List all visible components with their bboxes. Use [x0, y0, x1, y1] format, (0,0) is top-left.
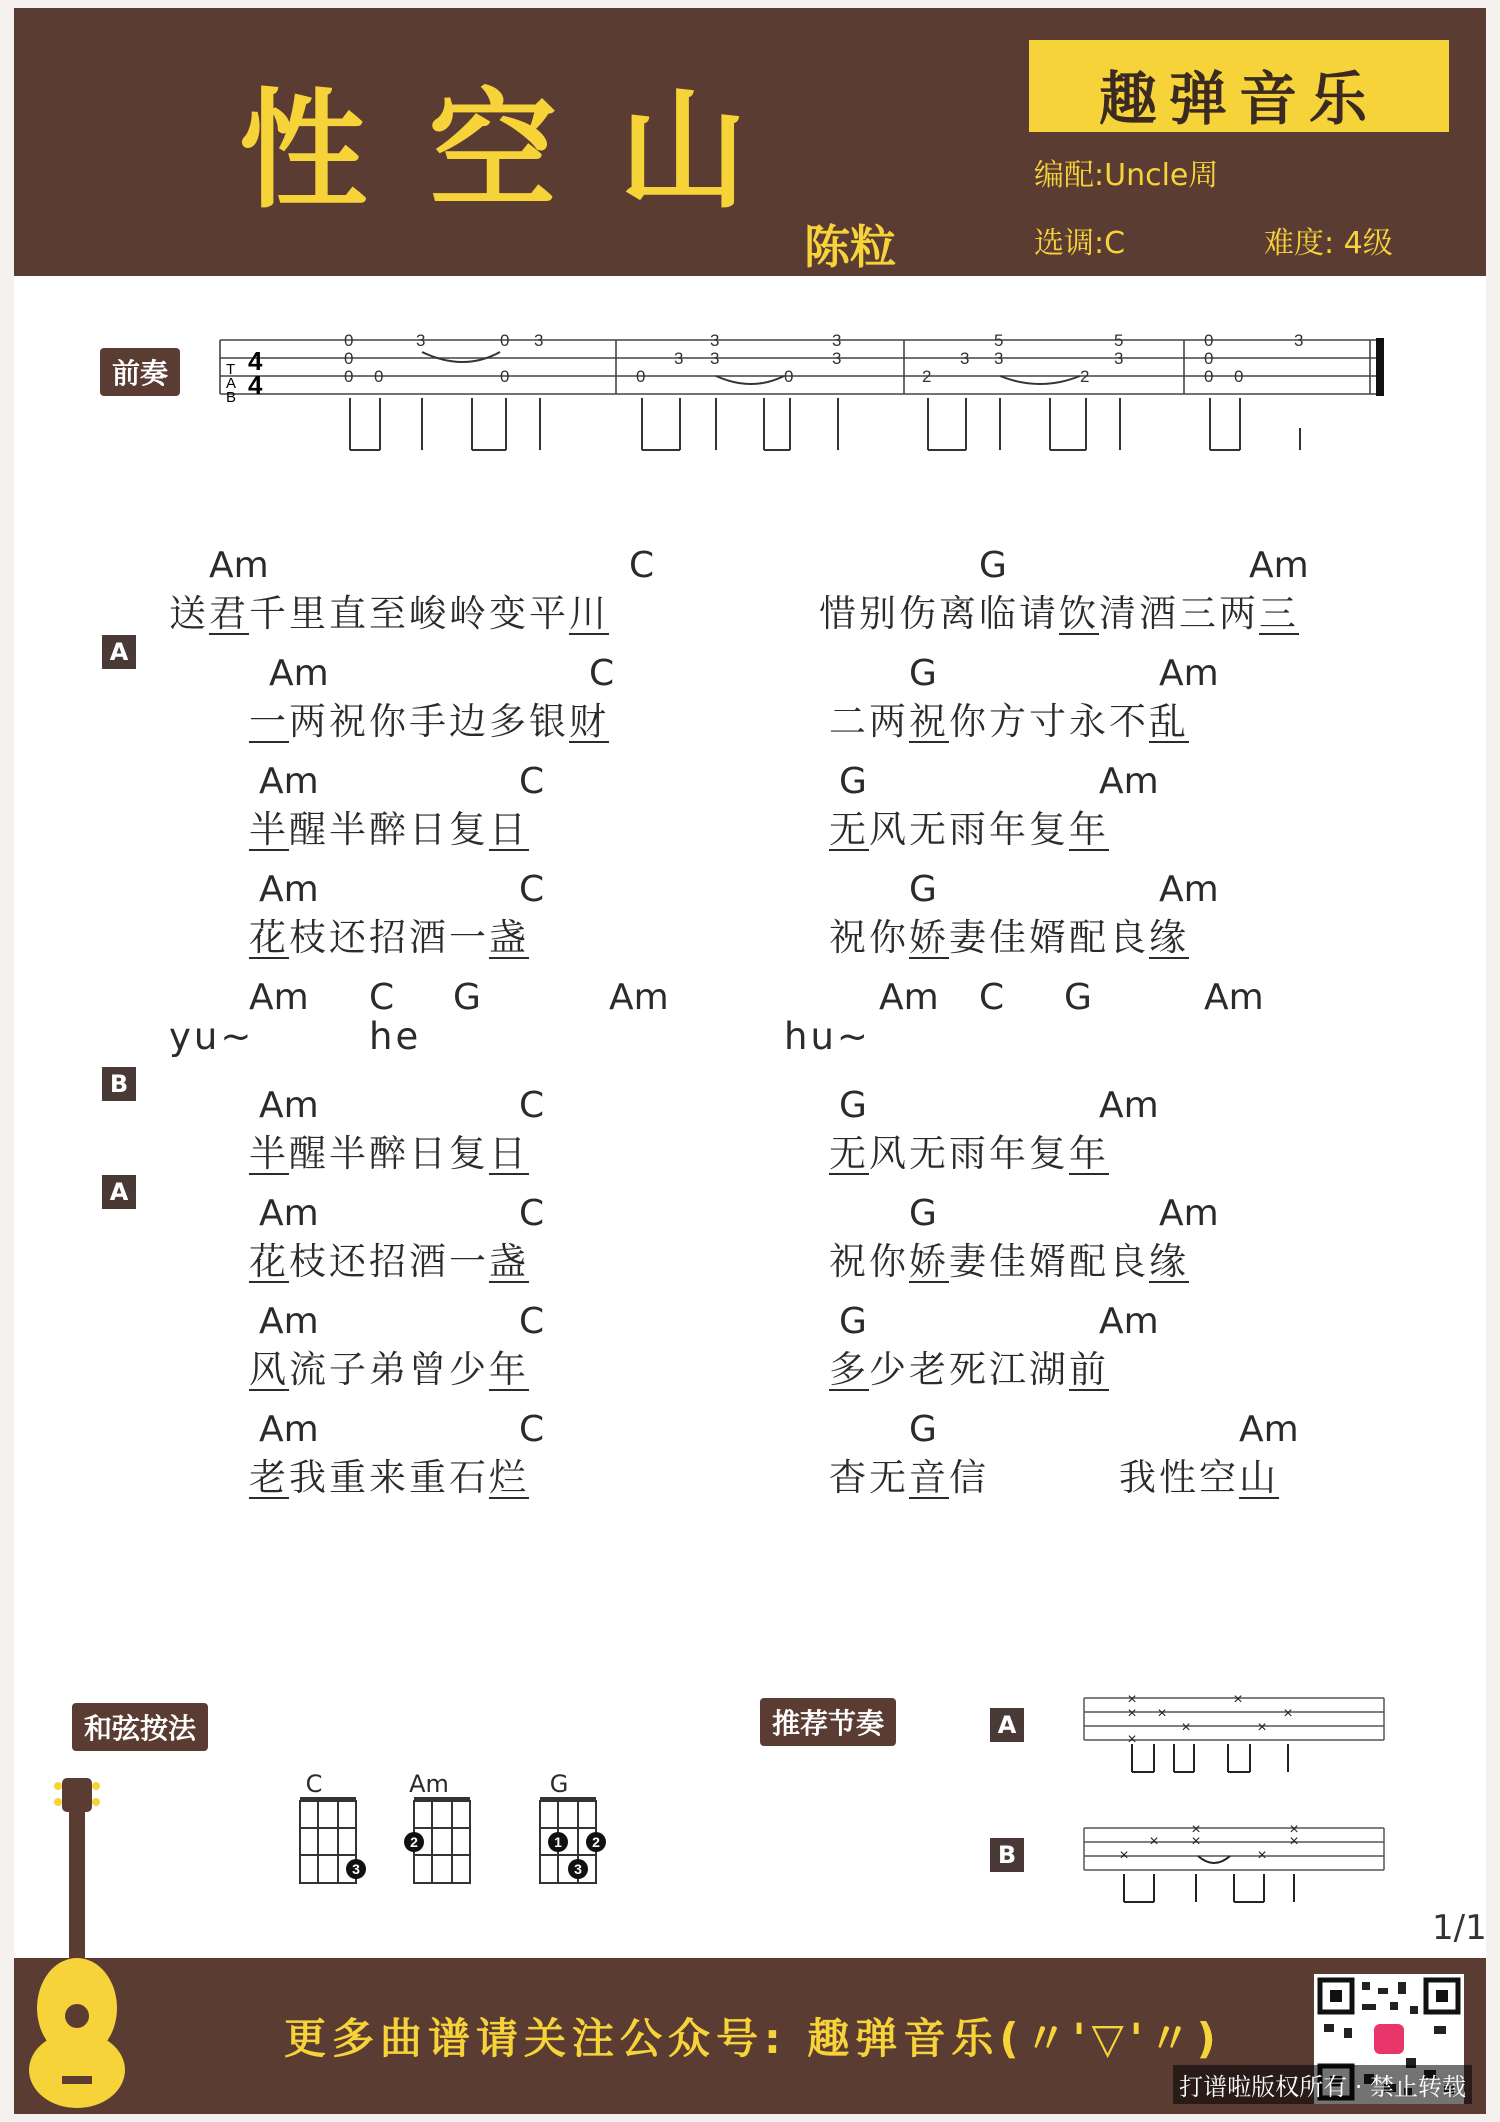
chord-label: C: [589, 653, 615, 694]
lyric-text: 风流子弟曾少年: [249, 1348, 529, 1391]
svg-text:0: 0: [500, 331, 510, 350]
section-mark: B: [102, 1067, 136, 1101]
svg-text:0: 0: [1204, 349, 1214, 368]
chord-label: Am: [879, 977, 939, 1018]
svg-text:×: ×: [1257, 1719, 1267, 1736]
svg-text:0: 0: [784, 367, 794, 386]
chord-label: Am: [1099, 1085, 1159, 1126]
chord-label: Am: [1249, 545, 1309, 586]
svg-text:5: 5: [1114, 331, 1124, 350]
time-sig-top: 4: [248, 346, 263, 376]
lyric-text: 惜别伤离临请饮清酒三两三: [819, 592, 1299, 635]
lyric-text: 祝你娇妻佳婿配良缘: [829, 1240, 1189, 1283]
lyric-text: 二两祝你方寸永不乱: [829, 700, 1189, 743]
chord-label: C: [519, 1085, 545, 1126]
brand-badge: [1029, 40, 1449, 132]
svg-text:3: 3: [710, 331, 720, 350]
chord-label: Am: [1204, 977, 1264, 1018]
svg-text:3: 3: [710, 349, 720, 368]
lyric-text: yu~: [169, 1015, 255, 1058]
svg-text:×: ×: [1119, 1847, 1129, 1864]
svg-text:×: ×: [1191, 1821, 1201, 1838]
svg-text:0: 0: [1204, 367, 1214, 386]
chord-label: G: [839, 1085, 867, 1126]
chord-label: Am: [209, 545, 269, 586]
svg-text:0: 0: [374, 367, 384, 386]
chord-name-c: C: [305, 1770, 323, 1798]
chord-section-tag: 和弦按法: [72, 1703, 208, 1751]
chord-label: Am: [269, 653, 329, 694]
svg-text:3: 3: [832, 331, 842, 350]
svg-text:3: 3: [534, 331, 544, 350]
lyric-text: 杳无音信: [829, 1456, 989, 1499]
lyric-text: 花枝还招酒一盏: [249, 1240, 529, 1283]
chord-label: C: [369, 977, 395, 1018]
lyric-text: he: [369, 1015, 422, 1058]
svg-text:×: ×: [1149, 1833, 1159, 1850]
chord-label: C: [519, 1409, 545, 1450]
chord-label: Am: [1099, 761, 1159, 802]
rhythm-mark-a: A: [990, 1708, 1024, 1742]
svg-text:×: ×: [1257, 1847, 1267, 1864]
lyric-text: 祝你娇妻佳婿配良缘: [829, 916, 1189, 959]
chord-label: C: [519, 761, 545, 802]
svg-text:×: ×: [1181, 1719, 1191, 1736]
svg-text:0: 0: [1234, 367, 1244, 386]
finger-am-2: 2: [410, 1834, 418, 1850]
svg-text:3: 3: [994, 349, 1004, 368]
chord-label: G: [1064, 977, 1092, 1018]
svg-text:×: ×: [1289, 1821, 1299, 1838]
lyric-text: 送君千里直至峻岭变平川: [169, 592, 609, 635]
svg-text:3: 3: [1114, 349, 1124, 368]
svg-text:×: ×: [1283, 1705, 1293, 1722]
chord-label: Am: [259, 761, 319, 802]
svg-text:0: 0: [636, 367, 646, 386]
finger-c-3: 3: [352, 1861, 360, 1877]
rhythm-mark-b: B: [990, 1838, 1024, 1872]
song-title: 性空山: [239, 77, 810, 226]
svg-text:2: 2: [1080, 367, 1090, 386]
svg-text:×: ×: [1289, 1833, 1299, 1850]
lyric-text: 一两祝你手边多银财: [249, 700, 609, 743]
chord-label: C: [629, 545, 655, 586]
copyright-credit: 打谱啦版权所有 · 禁止转载: [1173, 2065, 1472, 2104]
finger-g-1: 1: [554, 1834, 562, 1850]
tab-letter-b: B: [226, 389, 237, 406]
brand-name: 趣弹音乐: [1098, 65, 1379, 133]
svg-text:0: 0: [344, 367, 354, 386]
svg-text:×: ×: [1191, 1833, 1201, 1850]
chord-label: C: [979, 977, 1005, 1018]
prelude-tab-staff: [204, 328, 1404, 458]
chord-name-am: Am: [409, 1770, 449, 1798]
chord-label: C: [519, 869, 545, 910]
chord-label: Am: [259, 1085, 319, 1126]
chord-label: Am: [609, 977, 669, 1018]
prelude-tag: 前奏: [100, 348, 180, 396]
chord-label: G: [909, 653, 937, 694]
svg-text:0: 0: [500, 367, 510, 386]
rhythm-section-tag: 推荐节奏: [760, 1698, 896, 1746]
svg-text:3: 3: [960, 349, 970, 368]
score-page: [14, 8, 1486, 2114]
svg-text:×: ×: [1157, 1705, 1167, 1722]
footer-follow-text: 更多曲谱请关注公众号: 趣弹音乐(〃'▽'〃): [284, 2014, 1222, 2063]
svg-text:0: 0: [344, 331, 354, 350]
chord-label: Am: [259, 1409, 319, 1450]
svg-text:3: 3: [832, 349, 842, 368]
chord-label: C: [519, 1193, 545, 1234]
svg-text:0: 0: [1204, 331, 1214, 350]
svg-text:5: 5: [994, 331, 1004, 350]
section-mark: A: [102, 635, 136, 669]
chord-label: C: [519, 1301, 545, 1342]
arranger-label: 编配:Uncle周: [1034, 158, 1219, 193]
chord-label: Am: [259, 1301, 319, 1342]
section-mark: A: [102, 1175, 136, 1209]
svg-text:×: ×: [1127, 1705, 1137, 1722]
lyric-text: 半醒半醉日复日: [249, 808, 529, 851]
tab-letter-t: T: [226, 361, 236, 378]
svg-text:0: 0: [344, 349, 354, 368]
chord-label: Am: [1159, 653, 1219, 694]
svg-text:×: ×: [1233, 1691, 1243, 1708]
chord-label: Am: [1159, 1193, 1219, 1234]
ukulele-icon: [28, 1778, 138, 2108]
tab-letter-a: A: [226, 375, 237, 392]
chord-label: G: [979, 545, 1007, 586]
chord-label: G: [909, 869, 937, 910]
chord-label: Am: [249, 977, 309, 1018]
chord-label: G: [839, 1301, 867, 1342]
page-number: 1/1: [1432, 1908, 1487, 1948]
svg-text:3: 3: [416, 331, 426, 350]
finger-g-3: 3: [574, 1861, 582, 1877]
svg-text:2: 2: [922, 367, 932, 386]
chord-label: G: [909, 1409, 937, 1450]
svg-text:3: 3: [674, 349, 684, 368]
lyric-text: 我性空山: [1119, 1456, 1279, 1499]
lyric-text: hu~: [784, 1015, 871, 1058]
lyric-text: 老我重来重石烂: [249, 1456, 529, 1499]
chord-label: G: [839, 761, 867, 802]
finger-g-2: 2: [592, 1834, 600, 1850]
chord-label: Am: [1239, 1409, 1299, 1450]
chord-name-g: G: [549, 1770, 569, 1798]
lyric-text: 半醒半醉日复日: [249, 1132, 529, 1175]
rhythm-patterns: [1074, 1678, 1394, 1918]
chord-label: Am: [259, 869, 319, 910]
chord-diagrams: [274, 1793, 634, 1893]
svg-text:×: ×: [1127, 1731, 1137, 1748]
time-sig-bottom: 4: [248, 370, 263, 400]
lyric-text: 无风无雨年复年: [829, 1132, 1109, 1175]
svg-text:×: ×: [1127, 1691, 1137, 1708]
chord-label: Am: [1159, 869, 1219, 910]
chord-label: G: [909, 1193, 937, 1234]
footer-banner: [14, 1958, 1486, 2114]
lyric-text: 无风无雨年复年: [829, 808, 1109, 851]
singer-name: 陈粒: [804, 220, 896, 274]
chord-label: Am: [259, 1193, 319, 1234]
difficulty-label: 难度: 4级: [1264, 226, 1393, 261]
svg-text:3: 3: [1294, 331, 1304, 350]
lyric-text: 花枝还招酒一盏: [249, 916, 529, 959]
header-banner: [14, 8, 1486, 276]
chord-label: Am: [1099, 1301, 1159, 1342]
key-label: 选调:C: [1034, 226, 1126, 261]
chord-label: G: [453, 977, 481, 1018]
lyric-text: 多少老死江湖前: [829, 1348, 1109, 1391]
